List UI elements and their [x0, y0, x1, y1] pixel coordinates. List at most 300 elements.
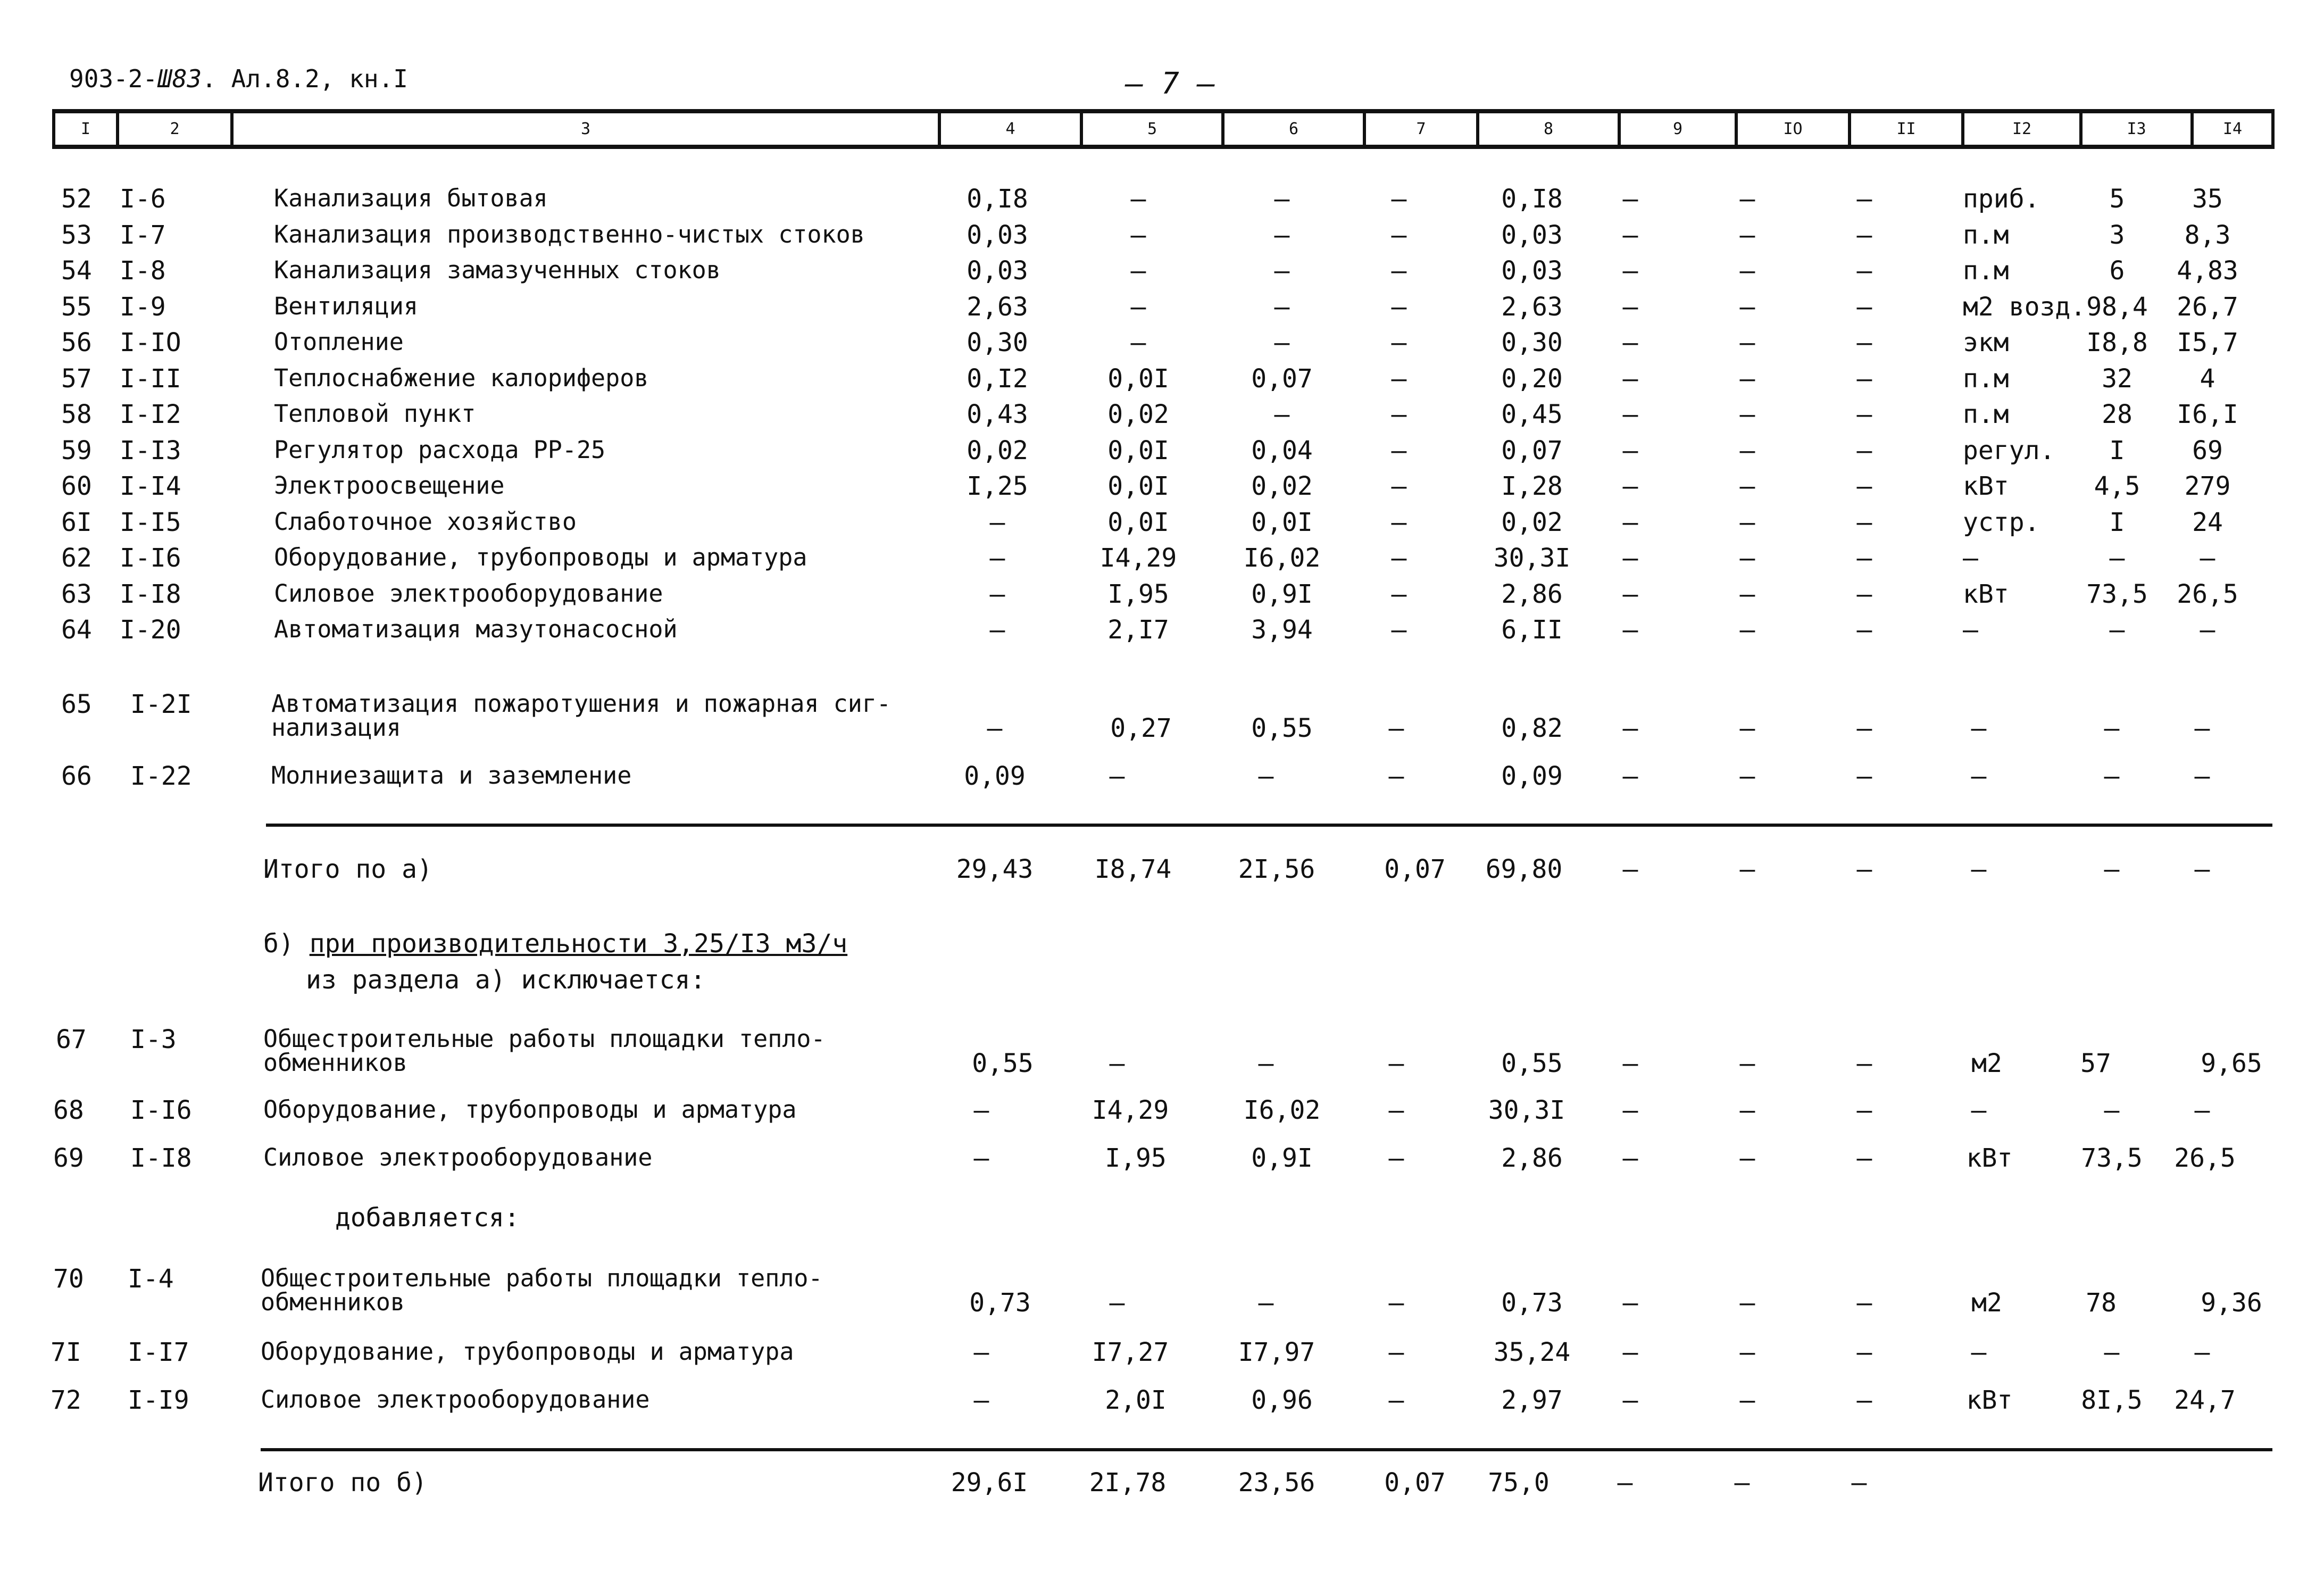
cell-c11: –: [1856, 1337, 1872, 1367]
row-description: Общестроительные работы площадки тепло-: [263, 1025, 826, 1053]
cell-c14: –: [2194, 1095, 2210, 1125]
cell-c11: –: [1856, 1143, 1872, 1173]
cell-c5: 0,02: [1107, 400, 1169, 429]
row-code: I-IO: [120, 328, 181, 358]
cell-c9: –: [1622, 1095, 1638, 1125]
cell-c12: –: [1971, 713, 1987, 743]
cell-c6: –: [1274, 184, 1290, 214]
cell-c5: I,95: [1107, 579, 1169, 609]
row-code: I-I9: [128, 1385, 189, 1415]
cell-c12: м2: [1971, 1049, 2002, 1078]
added-label: добавляется:: [335, 1203, 520, 1233]
cell-c11: –: [1856, 579, 1872, 609]
cell-c7: –: [1391, 543, 1407, 573]
cell-c9: –: [1622, 1385, 1638, 1415]
cell-c5: I4,29: [1092, 1095, 1169, 1125]
row-description: Оборудование, трубопроводы и арматура: [263, 1095, 797, 1124]
cell-c13: I8,8: [2086, 328, 2148, 358]
column-header-11: II: [1848, 113, 1961, 145]
cell-c10: –: [1739, 761, 1755, 791]
row-description: Тепловой пункт: [274, 400, 476, 428]
cell-c10: –: [1739, 292, 1755, 322]
cell-c13: 98,4: [2086, 292, 2148, 322]
cell-c4: 0,03: [967, 220, 1028, 250]
total-b-c4: 29,6I: [951, 1468, 1028, 1498]
cell-c9: –: [1622, 615, 1638, 645]
row-description: Автоматизация мазутонасосной: [274, 615, 678, 643]
cell-c14: –: [2200, 543, 2215, 573]
row-num: 7I: [51, 1337, 81, 1367]
column-header-12: I2: [1961, 113, 2079, 145]
cell-c10: –: [1739, 1288, 1755, 1318]
cell-c6: –: [1274, 292, 1290, 322]
cell-c8: 2,97: [1501, 1385, 1563, 1415]
column-header-3: 3: [230, 113, 938, 145]
cell-c9: –: [1622, 1143, 1638, 1173]
cell-c4: 0,43: [967, 400, 1028, 429]
cell-c6: I7,97: [1238, 1337, 1315, 1367]
cell-c13: 5: [2109, 184, 2125, 214]
cell-c10: –: [1739, 184, 1755, 214]
cell-c5: 0,0I: [1107, 471, 1169, 501]
cell-c8: 0,02: [1501, 508, 1563, 537]
row-description: Канализация бытовая: [274, 184, 548, 212]
cell-c8: 0,82: [1501, 713, 1563, 743]
row-num: 67: [56, 1025, 87, 1054]
cell-c4: –: [987, 713, 1003, 743]
cell-c5: –: [1130, 328, 1146, 358]
cell-c8: 30,3I: [1493, 543, 1571, 573]
row-num: 69: [53, 1143, 84, 1173]
cell-c11: –: [1856, 1049, 1872, 1078]
cell-c7: –: [1388, 1385, 1404, 1415]
row-description: Канализация производственно-чистых стоков: [274, 220, 865, 248]
column-header-row: [52, 109, 2275, 149]
cell-c10: –: [1739, 256, 1755, 286]
section-b-subtitle: из раздела а) исключается:: [306, 965, 706, 995]
cell-c6: –: [1274, 400, 1290, 429]
cell-c5: –: [1109, 761, 1125, 791]
cell-c5: –: [1109, 1288, 1125, 1318]
cell-c5: 0,0I: [1107, 436, 1169, 466]
cell-c10: –: [1739, 1049, 1755, 1078]
cell-c9: –: [1622, 328, 1638, 358]
cell-c4: –: [989, 615, 1005, 645]
cell-c10: –: [1739, 436, 1755, 466]
column-header-10: IO: [1735, 113, 1848, 145]
cell-c6: I6,02: [1243, 1095, 1321, 1125]
cell-c11: –: [1856, 713, 1872, 743]
document-code: [69, 64, 408, 93]
row-code: I-I7: [128, 1337, 189, 1367]
cell-c13: 32: [2102, 364, 2133, 394]
section-b-title: [263, 931, 847, 957]
cell-c12: п.м: [1963, 400, 2009, 429]
cell-c8: 35,24: [1493, 1337, 1571, 1367]
cell-c10: –: [1739, 713, 1755, 743]
column-header-9: 9: [1618, 113, 1735, 145]
cell-c11: –: [1856, 1288, 1872, 1318]
column-header-14: I4: [2190, 113, 2275, 145]
cell-c7: –: [1391, 220, 1407, 250]
cell-c11: –: [1856, 256, 1872, 286]
cell-c9: –: [1622, 364, 1638, 394]
row-code: I-I4: [120, 471, 181, 501]
cell-c4: 0,73: [969, 1288, 1031, 1318]
total-a-c13: –: [2104, 854, 2120, 884]
cell-c4: –: [973, 1143, 989, 1173]
row-num: 72: [51, 1385, 81, 1415]
cell-c11: –: [1856, 292, 1872, 322]
cell-c12: п.м: [1963, 220, 2009, 250]
cell-c7: –: [1388, 1288, 1404, 1318]
cell-c6: 0,07: [1251, 364, 1313, 394]
cell-c10: –: [1739, 328, 1755, 358]
cell-c14: –: [2194, 1337, 2210, 1367]
row-code: I-I8: [130, 1143, 192, 1173]
cell-c7: –: [1391, 364, 1407, 394]
cell-c12: приб.: [1963, 184, 2040, 214]
cell-c12: кВт: [1963, 579, 2009, 609]
cell-c11: –: [1856, 1385, 1872, 1415]
cell-c12: –: [1963, 543, 1978, 573]
row-description: Регулятор расхода РР-25: [274, 436, 606, 464]
row-num: 64: [61, 615, 92, 645]
total-b-c8: 75,0: [1488, 1468, 1550, 1498]
section-b-condition: при производительности 3,25/I3 м3/ч: [309, 929, 848, 959]
total-b-c9: –: [1617, 1468, 1633, 1498]
cell-c13: –: [2104, 713, 2120, 743]
cell-c5: 2,0I: [1105, 1385, 1167, 1415]
row-num: 68: [53, 1095, 84, 1125]
cell-c11: –: [1856, 508, 1872, 537]
doc-code-prefix: 903-2-: [69, 64, 158, 93]
cell-c4: –: [973, 1385, 989, 1415]
cell-c4: 0,09: [964, 761, 1026, 791]
cell-c10: –: [1739, 579, 1755, 609]
cell-c13: 28: [2102, 400, 2133, 429]
cell-c10: –: [1739, 508, 1755, 537]
total-a-c8: 69,80: [1485, 854, 1563, 884]
cell-c12: кВт: [1966, 1385, 2013, 1415]
cell-c12: п.м: [1963, 364, 2009, 394]
row-num: 56: [61, 328, 92, 358]
cell-c7: –: [1391, 508, 1407, 537]
row-description: Силовое электрооборудование: [261, 1385, 650, 1414]
cell-c14: 26,5: [2174, 1143, 2236, 1173]
cell-c12: –: [1971, 761, 1987, 791]
cell-c11: –: [1856, 328, 1872, 358]
row-description-cont: обменников: [261, 1288, 405, 1316]
cell-c13: 4,5: [2094, 471, 2140, 501]
cell-c9: –: [1622, 1288, 1638, 1318]
row-description: Отопление: [274, 328, 404, 356]
cell-c8: 2,86: [1501, 1143, 1563, 1173]
cell-c14: 26,7: [2177, 292, 2238, 322]
cell-c6: 0,04: [1251, 436, 1313, 466]
cell-c11: –: [1856, 615, 1872, 645]
row-description-cont: нализация: [271, 713, 401, 742]
cell-c14: –: [2194, 761, 2210, 791]
row-num: 70: [53, 1264, 84, 1294]
cell-c11: –: [1856, 761, 1872, 791]
total-a-c6: 2I,56: [1238, 854, 1315, 884]
row-code: I-2I: [130, 689, 192, 719]
cell-c5: –: [1130, 184, 1146, 214]
cell-c6: I6,02: [1243, 543, 1321, 573]
cell-c5: I7,27: [1092, 1337, 1169, 1367]
page-number: — 7 —: [1125, 67, 1215, 101]
cell-c8: 2,63: [1501, 292, 1563, 322]
cell-c7: –: [1388, 1049, 1404, 1078]
cell-c8: 0,55: [1501, 1049, 1563, 1078]
row-code: I-7: [120, 220, 166, 250]
row-description: Оборудование, трубопроводы и арматура: [274, 543, 807, 571]
column-header-8: 8: [1476, 113, 1618, 145]
column-header-5: 5: [1080, 113, 1221, 145]
cell-c9: –: [1622, 471, 1638, 501]
total-a-c14: –: [2194, 854, 2210, 884]
cell-c13: 3: [2109, 220, 2125, 250]
cell-c6: 0,9I: [1251, 579, 1313, 609]
cell-c10: –: [1739, 471, 1755, 501]
row-num: 55: [61, 292, 92, 322]
cell-c4: 0,30: [967, 328, 1028, 358]
column-header-7: 7: [1363, 113, 1476, 145]
cell-c4: –: [989, 579, 1005, 609]
cell-c14: –: [2194, 713, 2210, 743]
row-code: I-II: [120, 364, 181, 394]
divider-line-b: [261, 1448, 2272, 1451]
cell-c11: –: [1856, 471, 1872, 501]
cell-c9: –: [1622, 256, 1638, 286]
column-header-4: 4: [938, 113, 1080, 145]
row-description: Молниезащита и заземление: [271, 761, 632, 789]
cell-c14: 35: [2192, 184, 2223, 214]
cell-c14: 69: [2192, 436, 2223, 466]
cell-c5: –: [1130, 220, 1146, 250]
row-description: Оборудование, трубопроводы и арматура: [261, 1337, 794, 1366]
cell-c5: I4,29: [1099, 543, 1177, 573]
cell-c6: –: [1258, 1049, 1274, 1078]
total-b-c5: 2I,78: [1089, 1468, 1167, 1498]
row-num: 58: [61, 400, 92, 429]
cell-c7: –: [1388, 1143, 1404, 1173]
cell-c6: 0,9I: [1251, 1143, 1313, 1173]
total-a-c7: 0,07: [1384, 854, 1446, 884]
cell-c8: 0,I8: [1501, 184, 1563, 214]
row-num: 63: [61, 579, 92, 609]
cell-c13: 73,5: [2086, 579, 2148, 609]
cell-c6: 0,0I: [1251, 508, 1313, 537]
cell-c12: кВт: [1966, 1143, 2013, 1173]
row-code: I-I6: [130, 1095, 192, 1125]
cell-c11: –: [1856, 220, 1872, 250]
cell-c9: –: [1622, 1337, 1638, 1367]
cell-c9: –: [1622, 1049, 1638, 1078]
doc-code-handwritten: Ш83: [157, 64, 202, 93]
cell-c12: экм: [1963, 328, 2009, 358]
cell-c4: –: [973, 1337, 989, 1367]
cell-c5: –: [1130, 256, 1146, 286]
cell-c4: 0,03: [967, 256, 1028, 286]
cell-c9: –: [1622, 508, 1638, 537]
total-b-label: Итого по б): [258, 1468, 427, 1498]
cell-c5: –: [1109, 1049, 1125, 1078]
row-description: Силовое электрооборудование: [274, 579, 663, 608]
cell-c7: –: [1391, 292, 1407, 322]
total-a-label: Итого по а): [263, 854, 432, 884]
row-code: I-I3: [120, 436, 181, 466]
row-code: I-3: [130, 1025, 177, 1054]
cell-c9: –: [1622, 292, 1638, 322]
row-code: I-6: [120, 184, 166, 214]
cell-c7: –: [1391, 436, 1407, 466]
cell-c11: –: [1856, 184, 1872, 214]
cell-c5: 0,0I: [1107, 508, 1169, 537]
total-a-c12: –: [1971, 854, 1987, 884]
cell-c7: –: [1391, 328, 1407, 358]
cell-c5: I,95: [1105, 1143, 1167, 1173]
divider-line: [266, 824, 2272, 827]
cell-c10: –: [1739, 615, 1755, 645]
total-b-c7: 0,07: [1384, 1468, 1446, 1498]
cell-c14: 9,65: [2201, 1049, 2262, 1078]
cell-c14: 4,83: [2177, 256, 2238, 286]
cell-c5: –: [1130, 292, 1146, 322]
cell-c9: –: [1622, 579, 1638, 609]
section-b-prefix: б): [263, 929, 294, 959]
cell-c13: 6: [2109, 256, 2125, 286]
cell-c7: –: [1391, 471, 1407, 501]
column-header-2: 2: [116, 113, 230, 145]
cell-c4: 0,55: [972, 1049, 1034, 1078]
cell-c7: –: [1391, 579, 1407, 609]
row-description: Вентиляция: [274, 292, 418, 320]
row-code: I-20: [120, 615, 181, 645]
row-code: I-I5: [120, 508, 181, 537]
row-code: I-9: [120, 292, 166, 322]
cell-c13: –: [2109, 615, 2125, 645]
cell-c6: –: [1274, 328, 1290, 358]
cell-c7: –: [1388, 713, 1404, 743]
cell-c13: 8I,5: [2081, 1385, 2143, 1415]
row-description: Канализация замазученных стоков: [274, 256, 721, 284]
cell-c6: 0,02: [1251, 471, 1313, 501]
row-description: Теплоснабжение калориферов: [274, 364, 649, 392]
cell-c6: –: [1274, 220, 1290, 250]
cell-c10: –: [1739, 400, 1755, 429]
cell-c6: 0,55: [1251, 713, 1313, 743]
total-a-c5: I8,74: [1094, 854, 1172, 884]
cell-c12: кВт: [1963, 471, 2009, 501]
cell-c10: –: [1739, 1385, 1755, 1415]
cell-c12: –: [1963, 615, 1978, 645]
cell-c4: 0,02: [967, 436, 1028, 466]
cell-c7: –: [1388, 761, 1404, 791]
total-a-c10: –: [1739, 854, 1755, 884]
row-num: 59: [61, 436, 92, 466]
cell-c9: –: [1622, 713, 1638, 743]
cell-c7: –: [1391, 256, 1407, 286]
cell-c8: 0,20: [1501, 364, 1563, 394]
cell-c14: 26,5: [2177, 579, 2238, 609]
cell-c11: –: [1856, 364, 1872, 394]
row-description: Электроосвещение: [274, 471, 505, 500]
cell-c11: –: [1856, 436, 1872, 466]
row-code: I-I6: [120, 543, 181, 573]
cell-c8: 0,03: [1501, 256, 1563, 286]
row-num: 60: [61, 471, 92, 501]
cell-c14: 4: [2200, 364, 2215, 394]
cell-c7: –: [1391, 184, 1407, 214]
cell-c14: I6,I: [2177, 400, 2238, 429]
cell-c14: 24,7: [2174, 1385, 2236, 1415]
cell-c13: –: [2104, 761, 2120, 791]
cell-c10: –: [1739, 364, 1755, 394]
column-header-6: 6: [1221, 113, 1363, 145]
doc-code-ref: . Ал.8.2, кн.I: [202, 64, 408, 93]
cell-c9: –: [1622, 543, 1638, 573]
cell-c13: I: [2109, 436, 2125, 466]
total-a-c4: 29,43: [956, 854, 1034, 884]
cell-c14: 279: [2184, 471, 2231, 501]
row-num: 6I: [61, 508, 92, 537]
cell-c12: м2 возд.: [1963, 292, 2086, 322]
cell-c4: 0,I2: [967, 364, 1028, 394]
cell-c5: 2,I7: [1107, 615, 1169, 645]
row-description: Силовое электрооборудование: [263, 1143, 653, 1171]
cell-c5: 0,27: [1110, 713, 1172, 743]
cell-c13: 73,5: [2081, 1143, 2143, 1173]
cell-c6: 3,94: [1251, 615, 1313, 645]
row-num: 57: [61, 364, 92, 394]
cell-c11: –: [1856, 543, 1872, 573]
row-num: 52: [61, 184, 92, 214]
cell-c8: 0,07: [1501, 436, 1563, 466]
row-num: 53: [61, 220, 92, 250]
cell-c9: –: [1622, 220, 1638, 250]
row-code: I-I8: [120, 579, 181, 609]
cell-c12: устр.: [1963, 508, 2040, 537]
cell-c6: 0,96: [1251, 1385, 1313, 1415]
cell-c14: –: [2200, 615, 2215, 645]
row-description: Общестроительные работы площадки тепло-: [261, 1264, 823, 1292]
row-code: I-I2: [120, 400, 181, 429]
row-num: 62: [61, 543, 92, 573]
cell-c7: –: [1391, 400, 1407, 429]
total-a-c9: –: [1622, 854, 1638, 884]
cell-c8: I,28: [1501, 471, 1563, 501]
cell-c6: –: [1258, 761, 1274, 791]
cell-c4: 0,I8: [967, 184, 1028, 214]
cell-c13: 57: [2080, 1049, 2111, 1078]
cell-c9: –: [1622, 436, 1638, 466]
cell-c11: –: [1856, 1095, 1872, 1125]
cell-c9: –: [1622, 400, 1638, 429]
cell-c12: –: [1971, 1337, 1987, 1367]
row-description: Автоматизация пожаротушения и пожарная сиг-: [271, 689, 891, 718]
cell-c14: 9,36: [2201, 1288, 2262, 1318]
cell-c12: –: [1971, 1095, 1987, 1125]
total-b-c11: –: [1851, 1468, 1867, 1498]
cell-c6: –: [1258, 1288, 1274, 1318]
cell-c11: –: [1856, 400, 1872, 429]
cell-c13: I: [2109, 508, 2125, 537]
row-num: 65: [61, 689, 92, 719]
cell-c10: –: [1739, 543, 1755, 573]
cell-c12: п.м: [1963, 256, 2009, 286]
